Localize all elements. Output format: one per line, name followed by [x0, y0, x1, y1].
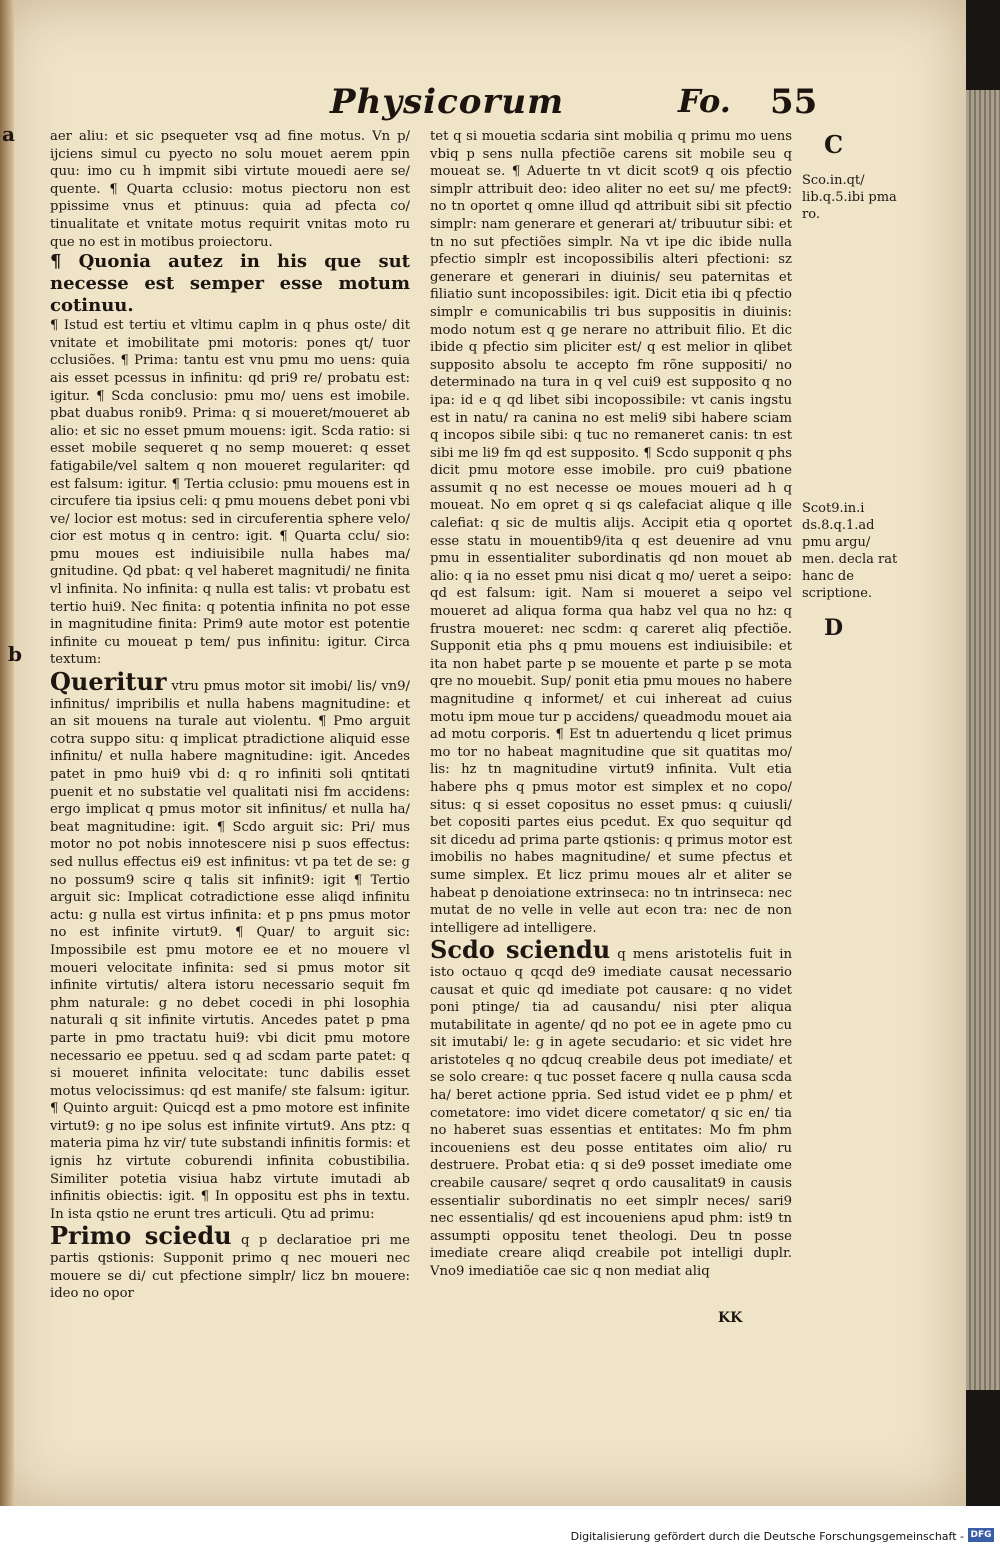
- queritur-text: vtru pmus motor sit imobi/ lis/ vn9/ infinitus/ impribilis et nulla habens magnitudine: et an sit mouens na turale aut violentu. ¶ Pmo arguit cotra suppo situ: q implicat ptradictione aliquid esse infinitu/ et nulla habere magnitudine: igit. Ancedes patet in pmo hui9 vbi d: q ro infiniti soli qntitati puenit et no substatie vel qualitati nisi fm accidens: ergo implicat q pmus motor sit infinitus/ et nulla ha/ beat magnitudine: igit. ¶ Scdo arguit sic: Pri/ mus motor no pot nobis innotescere nisi p suos effectus: sed nullus effectus ei9 est infinitus: vt pa tet de se: g no possum9 scire q talis sit infinit9: igit ¶ Tertio arguit sic: Implicat cotradictione esse aliqd infinitu actu: g nulla est virtus infinita: et p pns pmus motor no est infinite virtut9. ¶ Quar/ to arguit sic: Impossibile est pmu motore ee et no mouere vl moueri velocitate infinita: sed si pmus motor sit infinite virtutis/ altera istoru necessario sequit fm phm naturale: g no debet cocedi in phi losophia naturali q sit infinite virtutis. Ancedes patet p pma parte in pmo tractatu hui9: vbi dicit pmu motore necessario ee ppetuu. sed q ad scdam parte patet: q si moueret infinita velocitate: tunc dabilis esset motus velocissimus: qd est manife/ ste falsum: igitur. ¶ Quinto arguit: Quicqd est a pmo motore est infinite virtut9: g no ipe solus est infinite virtut9. Ans ptz: q materia pima hz vir/ tute substandi infinitis formis: et ignis hz virtute coburendi infinita cobustibilia. Similiter potetia visiua habz virtute imutadi ab infinitis obiectis: igit. ¶ In oppositu est phs in textu. In ista qstio ne erunt tres articuli. Qtu ad primu:: [50, 679, 410, 1222]
- page-header: [0, 82, 966, 132]
- folio-number: 55: [770, 82, 818, 122]
- footer-credit: Digitalisierung gefördert durch die Deutsche Forschungsgemeinschaft -: [570, 1530, 964, 1543]
- primo-paragraph: [50, 1223, 410, 1302]
- running-title: Physicorum: [330, 82, 565, 122]
- page-stack: [966, 90, 1000, 1390]
- scdo-text: q mens aristotelis fuit in isto octauo q qcqd de9 imediate causat necessario causat et quic qd imediate pot causare: q no videt poni ptinge/ tia ad causandu/ nisi pter aliqua mutabilitate in agente/ qd no pot ee in agete pmo cu sit imutabi/ le: g in agete secudario: et sic videt hre aristoteles q no qdcuq creabile deus pot imediate/ et se solo creare: q tuc posset facere q nulla causa scda ha/ beret actione ppria. Sed istud videt ee p phm/ et cometatore: imo videt dicere cometator/ q sic en/ tia no haberet suas essentias et entitates: Mo fm phm incoueniens est deu posse entitates oim alio/ ru destruere. Probat etia: q si de9 posset imediate ome creabile causare/ seqret q ordo causalitat9 in causis essentialir subordinatis no eet simplr neces/ sari9 nec essentialis/ qd est incoueniens apud phm: ist9 tn assumpti oppositu tenet theologi. Deu tn posse imediate creare aliqd creabile pot intelligi duplr. Vno9 imediatiõe cae sic q non mediat aliq: [430, 947, 792, 1279]
- scdo-paragraph: [430, 937, 792, 1280]
- left-paragraph-2: ¶ Istud est tertiu et vltimu caplm in q phus oste/ dit vnitate et imobilitate pmi motoris: pones qt/ tuor cclusiões. ¶ Prima: tantu est vnu pmu mo uens: quia ais esset pcessus in infinitu: qd pri9 re/ probatu est: igitur. ¶ Scda conclusio: pmu mo/ uens est imobile. pbat duabus ronib9. Prima: q si moueret/moueret ab alio: et sic no esset pmum mouens: igit. Scda ratio: si esset mobile sequeret q no semp moueret: q esset fatigabile/vel saltem q non moueret regulariter: qd est falsum: igitur. ¶ Tertia cclusio: pmu mouens est in circufere tia ipsius celi: q pmu mouens debet poni vbi ve/ locior est motus: sed in circuferentia sphere velo/ cior est motus q in centro: igit. ¶ Quarta cclu/ sio: pmu moues est indiuisibile nulla habes ma/ gnitudine. Qd pbat: q vel haberet magnitudi/ ne finita vl infinita. No infinita: q nulla est talis: vt probatu est tertio hui9. Nec finita: q potentia infinita no pot esse in magnitudine finita: Prim9 aute motor est potentie infinite cu moueat p tem/ pus infinitu: igitur. Circa textum:: [50, 318, 410, 668]
- scdo-initial: Scdo sciendu: [430, 935, 611, 965]
- right-column: [430, 128, 792, 1281]
- left-column: [50, 128, 410, 1303]
- left-section-heading: ¶ Quonia autez in his que sut necesse est semper esse motum cotinuu.: [50, 251, 410, 317]
- margin-letter-c: C: [824, 130, 844, 159]
- dfg-logo: DFG: [968, 1528, 994, 1542]
- margin-note-scotus-1: Sco.in.qt/ lib.q.5.ibi pma ro.: [802, 173, 897, 222]
- left-paragraph-1: aer aliu: et sic psequeter vsq ad fine motus. Vn p/ ijciens simul cu pyecto no solu mouet aerem ppin quu: imo cu h impmit sibi virtute mouedi aere se/ quente. ¶ Quarta cclusio: motus piectoru non est ppissime vnus et ptinuus: quia ad pfecta co/ tinualitate et vnitate motus requirit vnitas moto ru que no est in motibus proiectoru.: [50, 129, 410, 250]
- queritur-initial: Queritur: [50, 667, 167, 697]
- margin-letter-d: D: [824, 615, 844, 641]
- primo-initial: Primo sciedu: [50, 1221, 232, 1251]
- queritur-paragraph: [50, 669, 410, 1223]
- book-edge: [966, 0, 1000, 1506]
- book-binding: [0, 0, 14, 1506]
- primo-text: q p declaratioe pri me partis qstionis: Supponit primo q nec moueri nec mouere se di/ cut pfectione simplr/ licz bn mouere: ideo no opor: [50, 1233, 410, 1302]
- margin-letter-b: b: [8, 642, 22, 666]
- folio-label: Fo.: [678, 82, 731, 120]
- right-paragraph-1: tet q si mouetia scdaria sint mobilia q primu mo uens vbiq p sens nulla pfectiõe carens sit mobile seu q moueat se. ¶ Aduerte tn vt dicit scot9 q ois pfectio simplr attribuit deo: ideo aliter no eet su/ me pfect9: no tn oportet q omne illud qd attribuit sibi sit pfectio simplr: nam generare et generari at/ tribuutur sibi: et tn no sut pfectiões simplr. Na vt ipe dic ibide nulla pfectio simplr est incopossibilis alteri pfectioni: sz generare et generari in diuinis/ seu paternitas et filiatio sunt incopossibiles: igit. Dicit etia ibi q pfectio simplr e comunicabilis tri bus suppositis in diuinis: modo notum est q ge nerare no attribuit filio. Et dic ibide q pfectio sim pliciter est/ q est melior in qlibet supposito absolu te accepto fm rõne suppositi/ no determinado na tura in q vel cui9 est supposito q no ipa: id e q qd libet sibi incopossibile: vt canis ingstu est in natu/ ra canina no est meli9 sibi habere sciam q incopos sibile sibi: q tuc no remaneret canis: tn est sibi me li9 fm qd est supposito. ¶ Scdo supponit q phs dicit pmu motore esse imobile. pro cui9 pbatione assumit q no est necesse oe moues moueri ad h q moueat. No em opret q si qs calefaciat alique q ille calefiat: q sic de multis alijs. Accipit etia q oportet esse statu in mouentib9/ita q est deuenire ad vnu pmu in essentialiter subordinatis qd non mouet ab alio: q ia no esset pmu nisi dicat q mo/ ueret a seipo: qd est falsum: igit. Nam si moueret a seipo vel moueret ad aliqua forma qua habz vel qua no hz: q frustra moueret: nec scdm: q careret aliq pfectiõe. Supponit etia phs q pmu mouens est indiuisibile: et ita non habet parte p se mouente et parte p se mota qre no mouebit. Sup/ ponit etia pmu moues no habere magnitudine q informet/ et cui inhereat ad cuius motu ipm moue tur p accidens/ queadmodu mouet aia ad motu corporis. ¶ Est tn aduertendu q licet primus mo tor no habeat magnitudine que sit quatitas mo/ lis: hz tn magnitudine virtut9 infinita. Vult etia habere phs q pmus motor est simplex et no copo/ situs: q si esset copositus no esset pmus: q cuiusli/ bet copositi partes eius pcedut. Ex quo sequitur qd sit dicedu ad prima parte qstionis: q primus motor est imobilis no habes magnitudine/ et sume pfectus et sume simplex. Et licz primu moues alr et aliter se habeat p denoiatione extrinseca: no tn intrinseca: nec mutat de no velle in velle aut econ tra: nec de non intelligere ad intelligere.: [430, 129, 792, 936]
- margin-note-scotus-2: Scot9.in.i ds.8.q.1.ad pmu argu/ men. decla rat hanc de scriptione.: [802, 501, 898, 601]
- margin-letter-a: a: [2, 122, 15, 146]
- signature-mark: KK: [718, 1310, 743, 1326]
